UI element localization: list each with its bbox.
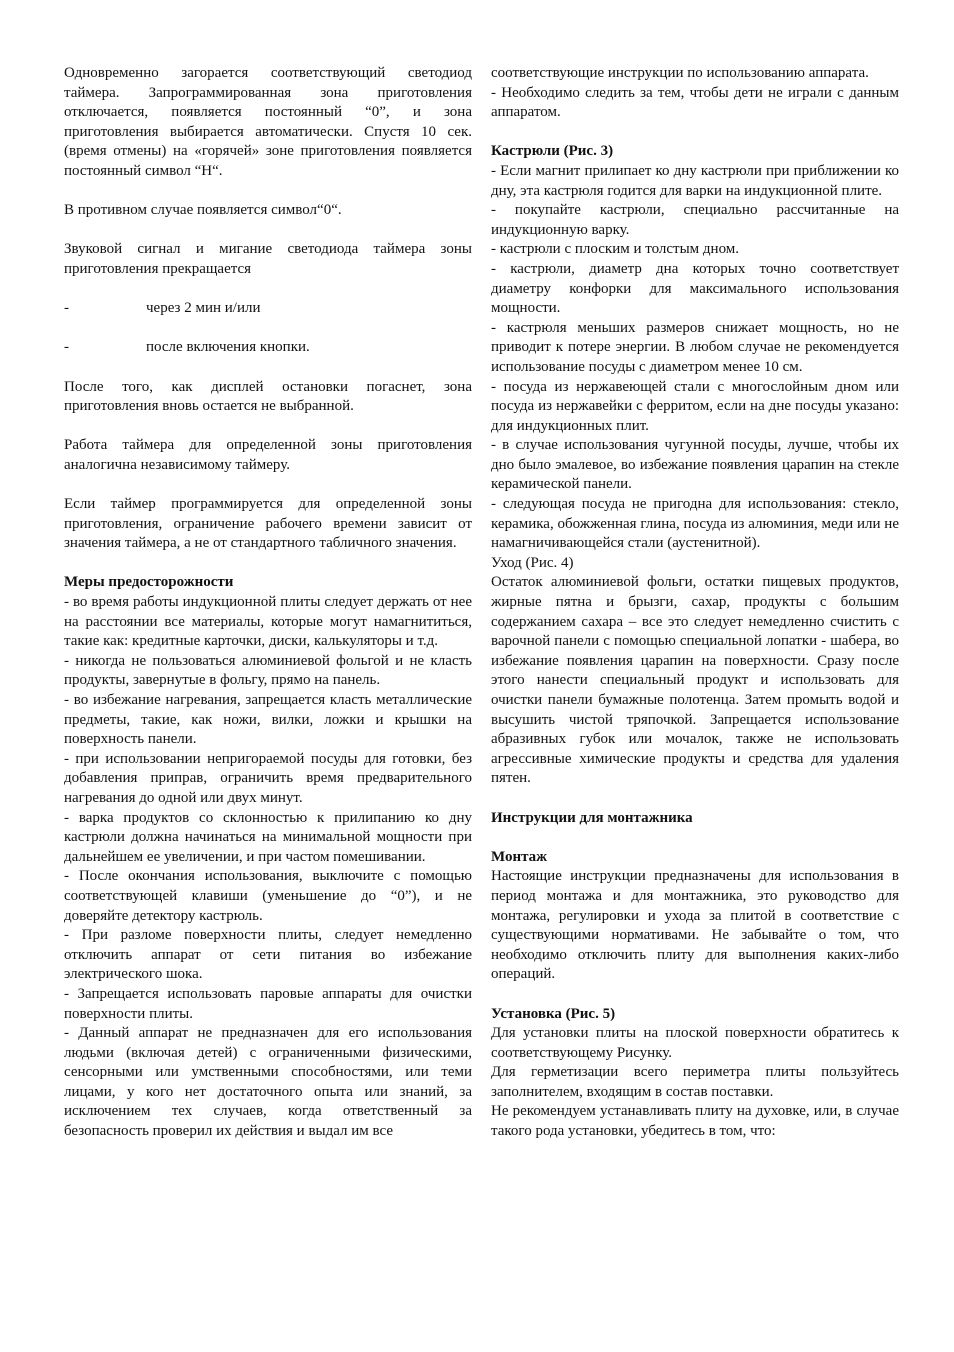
list-item-2min bbox=[64, 299, 472, 319]
list-item-text: через 2 мин и/или bbox=[146, 300, 261, 317]
pots-item: - кастрюли, диаметр дна которых точно соответствует диаметру конфорки для максимального использования мощности. bbox=[491, 260, 899, 317]
pots-item: - Если магнит прилипает ко дну кастрюли при приближении ко дну, эта кастрюля годится для варки на индукционной плите. bbox=[491, 162, 899, 199]
care-heading: Уход (Рис. 4) bbox=[491, 554, 574, 571]
paragraph-sound-signal: Звуковой сигнал и мигание светодиода таймера зоны приготовления прекращается bbox=[64, 241, 472, 277]
precaution-item: - во время работы индукционной плиты следует держать от нее на расстоянии все материалы, которые могут намагнититься, такие как: кредитные карточки, диски, калькуляторы и т.д. bbox=[64, 594, 472, 650]
paragraph-continuation: соответствующие инструкции по использованию аппарата. bbox=[491, 65, 869, 81]
right-column bbox=[491, 64, 899, 1142]
list-item-button bbox=[64, 338, 472, 358]
install-text: Для установки плиты на плоской поверхности обратитесь к соответствующему Рисунку. bbox=[491, 1025, 899, 1061]
paragraph-timer-zone: Работа таймера для определенной зоны приготовления аналогична независимому таймеру. bbox=[64, 437, 472, 473]
paragraph-timer-led: Одновременно загорается соответствующий светодиод таймера. Запрограммированная зона приготовления отключается, появляется постоянный “0”, и зона приготовления выбирается автоматически. Спустя 10 сек. (время отмены) на «горячей» зоне приготовления появляется постоянный символ “H“. bbox=[64, 65, 472, 179]
paragraph-display-off: После того, как дисплей остановки погаснет, зона приготовления вновь остается не выбранной. bbox=[64, 378, 472, 415]
paragraph-otherwise: В противном случае появляется символ“0“. bbox=[64, 202, 342, 219]
care-text: Остаток алюминиевой фольги, остатки пищевых продуктов, жирные пятна и брызги, сахар, продукты с большим содержанием сахара – все это следует немедленно счистить с варочной панели с помощью специальной лопатки - шабера, во избежание появления царапин на поверхности. Сразу после этого нанести специальный продукт и использовать для очистки панели бумажные полотенца. Затем промыть водой и высушить чистой тряпочкой. Запрещается использование абразивных губок или мочалок, также не использовать агрессивные химические продукты и средства для удаления пятен. bbox=[491, 574, 899, 787]
list-item-text: после включения кнопки. bbox=[146, 339, 310, 356]
precaution-item: - Запрещается использовать паровые аппараты для очистки поверхности плиты. bbox=[64, 985, 472, 1022]
pots-item: - следующая посуда не пригодна для использования: стекло, керамика, обожженная глина, посуда из алюминия, меди или не намагничивающейся стали (аустенитной). bbox=[491, 496, 899, 552]
paragraph-timer-limit: Если таймер программируется для определенной зоны приготовления, ограничение рабочего времени зависит от значения таймера, а не от стандартного табличного значения. bbox=[64, 496, 472, 552]
precaution-item: - при использовании непригораемой посуды для готовки, без добавления приправ, ограничить время предварительного нагревания до одной или двух минут. bbox=[64, 750, 472, 806]
pots-item: - покупайте кастрюли, специально рассчитанные на индукционную варку. bbox=[491, 202, 899, 238]
left-column bbox=[64, 64, 472, 1142]
dash-marker: - bbox=[64, 339, 69, 356]
precaution-item: - После окончания использования, выключите с помощью соответствующей клавиши (уменьшение до “0”), и не доверяйте детектору кастрюль. bbox=[64, 868, 472, 924]
paragraph-children: - Необходимо следить за тем, чтобы дети не играли с данным аппаратом. bbox=[491, 84, 899, 121]
precaution-item: - никогда не пользоваться алюминиевой фольгой и не класть продукты, завернутые в фольгу, прямо на панель. bbox=[64, 652, 472, 689]
precaution-item: - Данный аппарат не предназначен для его использования людьми (включая детей) с ограниченными физическими, сенсорными или умственными способностями, или теми лицами, у кого нет достаточного опыта или знаний, за исключением тех случаев, когда ответственный за безопасность проверил их действия и выдал им все bbox=[64, 1025, 472, 1140]
precaution-item: - При разломе поверхности плиты, следует немедленно отключить аппарат от сети питания во избежание электрического шока. bbox=[64, 927, 472, 983]
pots-heading: Кастрюли (Рис. 3) bbox=[491, 143, 614, 160]
install-heading: Установка (Рис. 5) bbox=[491, 1005, 616, 1022]
precaution-item: - варка продуктов со склонностью к прилипанию ко дну кастрюли должна начинаться на минимальной мощности при дальнейшем ее увеличении, и при частом помешивании. bbox=[64, 809, 472, 865]
precautions-heading: Меры предосторожности bbox=[64, 574, 234, 591]
pots-item: - посуда из нержавеющей стали с многослойным дном или посуда из нержавейки с ферритом, если на дне посуды указано: для индукционных плит. bbox=[491, 378, 899, 434]
precaution-item: - во избежание нагревания, запрещается класть металлические предметы, такие, как ножи, вилки, ложки и крышки на поверхность панели. bbox=[64, 692, 472, 748]
pots-item: - кастрюля меньших размеров снижает мощность, но не приводит к потере энергии. В любом случае не рекомендуется использование посуды с диаметром менее 10 см. bbox=[491, 319, 899, 375]
installer-heading: Инструкции для монтажника bbox=[491, 809, 693, 826]
install-text: Не рекомендуем устанавливать плиту на духовке, или, в случае такого рода установки, убедитесь в том, что: bbox=[491, 1103, 899, 1140]
pots-item: - в случае использования чугунной посуды, лучше, чтобы их дно было эмалевое, во избежание появления царапин на стекле керамической панели. bbox=[491, 437, 899, 493]
install-text: Для герметизации всего периметра плиты пользуйтесь заполнителем, входящим в состав поставки. bbox=[491, 1064, 899, 1100]
dash-marker: - bbox=[64, 300, 69, 317]
mount-text: Настоящие инструкции предназначены для использования в период монтажа и для монтажника, это руководство для монтажа, регулировки и ухода за плитой в соответствие с существующими нормативами. Не забывайте о том, что необходимо отключить плиту для выполнения каких-либо операций. bbox=[491, 868, 899, 983]
mount-heading: Монтаж bbox=[491, 848, 548, 865]
pots-item: - кастрюли с плоским и толстым дном. bbox=[491, 241, 740, 258]
